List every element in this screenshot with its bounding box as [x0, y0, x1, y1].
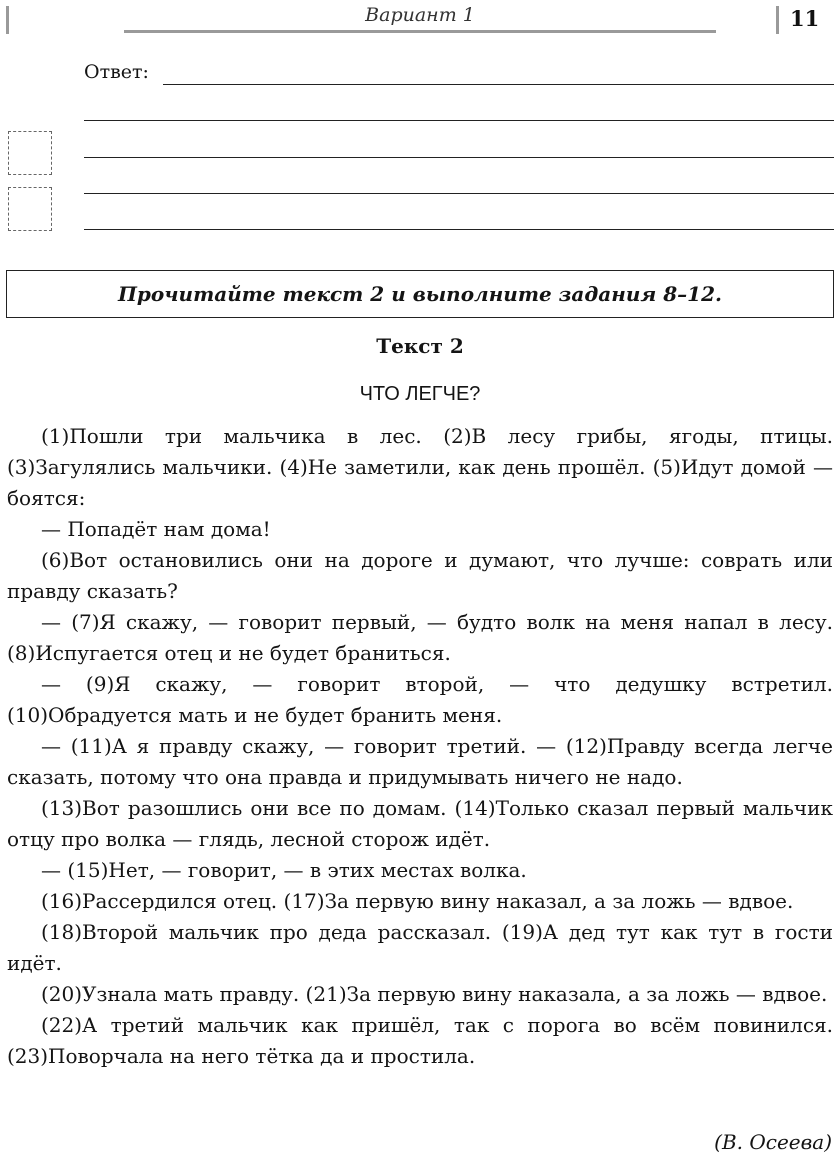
story-paragraph: — (15)Нет, — говорит, — в этих местах волка. [41, 858, 527, 882]
answer-line[interactable] [84, 120, 834, 121]
story-paragraph: (1)Пошли три мальчика в лес. (2)В лесу грибы, ягоды, птицы. (3)Загулялись мальчики. (4)Не заметили, как день прошёл. (5)Идут домой — боятся: [7, 424, 833, 510]
story-paragraph: (20)Узнала мать правду. (21)За первую вину наказала, а за ложь — вдвое. [41, 982, 828, 1006]
header-right-bar [776, 6, 779, 34]
answer-label: Ответ: [84, 61, 149, 83]
story-paragraph: (22)А третий мальчик как пришёл, так с порога во всём повинился. (23)Поворчала на него тётка да и простила. [7, 1013, 833, 1068]
story-paragraph: (6)Вот остановились они на дороге и думают, что лучше: соврать или правду сказать? [7, 548, 833, 603]
story-author: (В. Осеева) [714, 1130, 832, 1154]
instruction-box [6, 270, 834, 318]
score-box[interactable] [8, 131, 52, 175]
answer-line[interactable] [84, 157, 834, 158]
answer-line[interactable] [84, 193, 834, 194]
answer-line[interactable] [163, 84, 834, 85]
story-paragraph: — (7)Я скажу, — говорит первый, — будто волк на меня напал в лесу. (8)Испугается отец и не будет браниться. [7, 610, 833, 665]
instruction-text: Прочитайте текст 2 и выполните задания 8–12. [118, 282, 722, 306]
score-box[interactable] [8, 187, 52, 231]
story-paragraph: — Попадёт нам дома! [41, 517, 271, 541]
story-title: ЧТО ЛЕГЧЕ? [359, 383, 481, 405]
page-number: 11 [790, 6, 820, 31]
text-heading: Текст 2 [376, 334, 464, 358]
story-paragraph: — (11)А я правду скажу, — говорит третий. — (12)Правду всегда легче сказать, потому что она правда и придумывать ничего не надо. [7, 734, 833, 789]
story-paragraph: (13)Вот разошлись они все по домам. (14)Только сказал первый мальчик отцу про волка — глядь, лесной сторож идёт. [7, 796, 833, 851]
story-paragraph: — (9)Я скажу, — говорит второй, — что дедушку встретил. (10)Обрадуется мать и не будет бранить меня. [7, 672, 833, 727]
answer-line[interactable] [84, 229, 834, 230]
header-title: Вариант 1 [365, 4, 475, 26]
header-rule [124, 30, 716, 33]
header-left-bar [6, 6, 9, 34]
story-body [7, 421, 833, 1072]
story-paragraph: (16)Рассердился отец. (17)За первую вину наказал, а за ложь — вдвое. [41, 889, 794, 913]
story-paragraph: (18)Второй мальчик про деда рассказал. (19)А дед тут как тут в гости идёт. [7, 920, 833, 975]
